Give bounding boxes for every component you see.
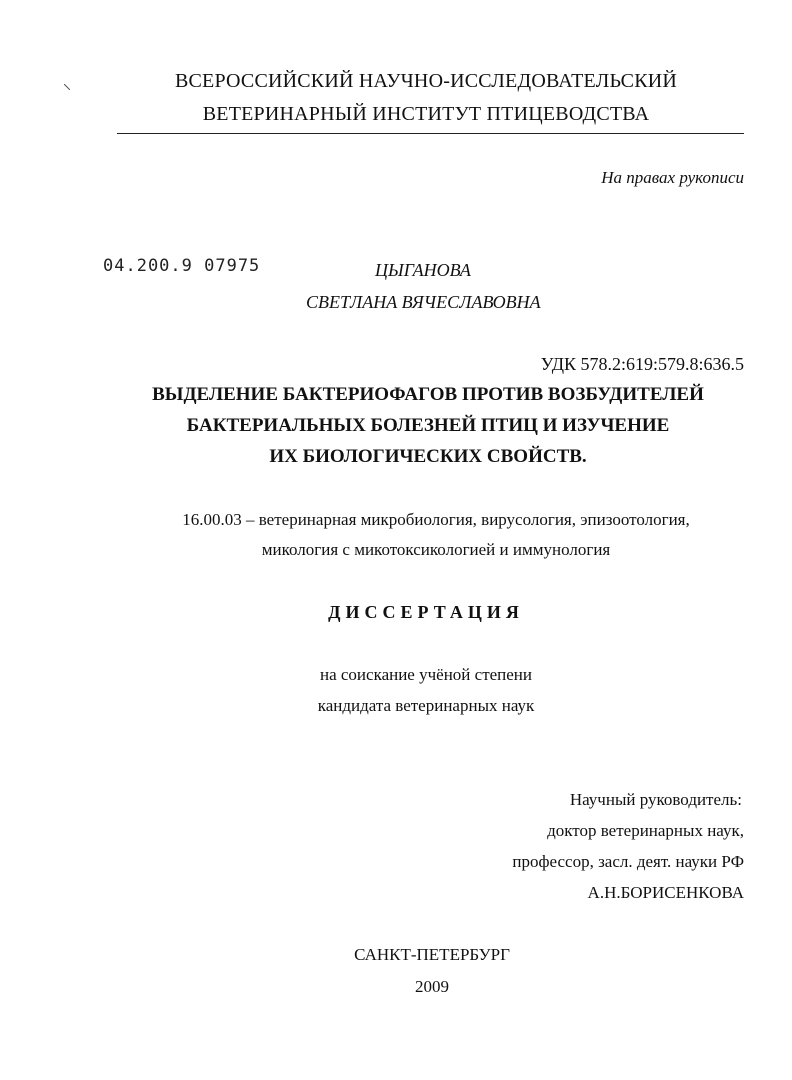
- year: 2009: [415, 977, 449, 996]
- degree-line-1: на соискание учёной степени: [319, 665, 533, 684]
- supervisor-label: Научный руководитель:: [569, 790, 742, 809]
- place: САНКТ-ПЕТЕРБУРГ: [354, 945, 510, 964]
- registration-stamp: 04.200.9 07975: [103, 256, 261, 276]
- supervisor-degree: доктор ветеринарных наук,: [547, 821, 744, 840]
- institution-line-2: ВЕТЕРИНАРНЫЙ ИНСТИТУТ ПТИЦЕВОДСТВА: [202, 103, 650, 125]
- title-line-3: ИХ БИОЛОГИЧЕСКИХ СВОЙСТВ.: [269, 446, 587, 467]
- header-divider: [117, 133, 744, 134]
- author-surname: ЦЫГАНОВА: [375, 260, 471, 280]
- title-line-1: ВЫДЕЛЕНИЕ БАКТЕРИОФАГОВ ПРОТИВ ВОЗБУДИТЕЛЕЙ: [152, 384, 704, 405]
- rights-note: На правах рукописи: [601, 168, 744, 187]
- work-type: ДИССЕРТАЦИЯ: [328, 602, 524, 622]
- specialty-line-1: 16.00.03 – ветеринарная микробиология, вирусология, эпизоотология,: [182, 510, 690, 529]
- degree-line-2: кандидата ветеринарных наук: [317, 696, 535, 715]
- title-line-2: БАКТЕРИАЛЬНЫХ БОЛЕЗНЕЙ ПТИЦ И ИЗУЧЕНИЕ: [186, 415, 670, 436]
- author-name: СВЕТЛАНА ВЯЧЕСЛАВОВНА: [306, 292, 541, 312]
- specialty-line-2: микология с микотоксикологией и иммунология: [261, 540, 611, 559]
- institution-line-1: ВСЕРОССИЙСКИЙ НАУЧНО-ИССЛЕДОВАТЕЛЬСКИЙ: [174, 70, 678, 92]
- udc-code: УДК 578.2:619:579.8:636.5: [540, 354, 744, 374]
- supervisor-title: профессор, засл. деят. науки РФ: [512, 852, 744, 871]
- supervisor-name: А.Н.БОРИСЕНКОВА: [587, 883, 744, 902]
